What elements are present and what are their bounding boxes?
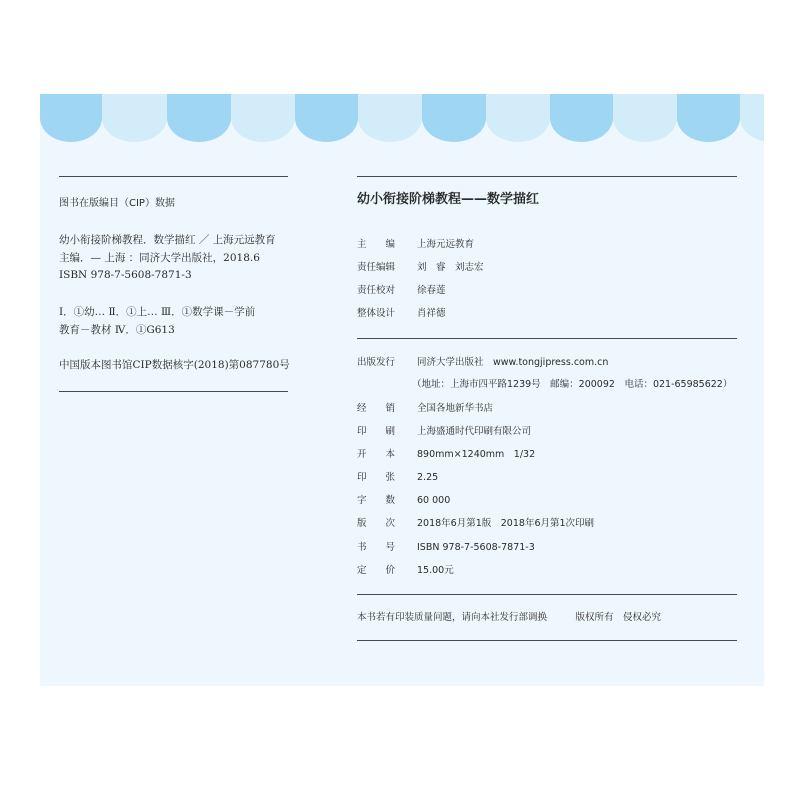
spec-value-edition: 2018年6月第1版 2018年6月第1次印刷 [417, 518, 595, 529]
scalloped-awning-decoration [40, 94, 764, 144]
cip-top-rule [59, 176, 288, 177]
credit-label-responsible-editor: 责任编辑 [357, 262, 396, 273]
spec-value-sheets: 2.25 [417, 472, 439, 483]
spec-label-word-count: 字 数 [357, 495, 396, 506]
spec-label-price: 定 价 [357, 565, 396, 576]
imprint-middle-rule [357, 338, 737, 339]
cip-class-line-2: 教育－教材 Ⅳ．①G613 [59, 324, 175, 336]
credit-value-designer: 肖祥德 [417, 308, 446, 319]
cip-class-line-1: Ⅰ．①幼… Ⅱ．①上… Ⅲ．①数学课－学前 [59, 306, 256, 318]
cip-isbn: ISBN 978-7-5608-7871-3 [59, 269, 192, 281]
spec-value-distributor: 全国各地新华书店 [417, 403, 494, 414]
credit-label-designer: 整体设计 [357, 308, 396, 319]
imprint-top-rule [357, 176, 737, 177]
spec-label-book-number: 书 号 [357, 542, 396, 553]
spec-value-printer: 上海盛通时代印刷有限公司 [417, 426, 532, 437]
spec-label-format: 开 本 [357, 449, 396, 460]
credit-value-editor: 上海元远教育 [417, 239, 475, 250]
book-title: 幼小衔接阶梯教程——数学描红 [357, 192, 540, 207]
credit-label-editor: 主 编 [357, 239, 396, 250]
quality-notice: 本书若有印装质量问题，请向本社发行部调换 版权所有 侵权必究 [357, 612, 662, 623]
publisher-address: （地址：上海市四平路1239号 邮编：200092 电话：021-65985622） [412, 379, 733, 390]
spec-label-distributor: 经 销 [357, 403, 396, 414]
publisher-value: 同济大学出版社 www.tongjipress.com.cn [417, 357, 609, 368]
spec-value-word-count: 60 000 [417, 495, 451, 506]
cip-heading: 图书在版编目（CIP）数据 [59, 198, 175, 209]
cip-line-1: 幼小衔接阶梯教程．数学描红 ／ 上海元远教育 [59, 234, 276, 246]
imprint-lower-rule [357, 594, 737, 595]
cip-approval-number: 中国版本图书馆CIP数据核字(2018)第087780号 [59, 359, 290, 371]
spec-label-printer: 印 刷 [357, 426, 396, 437]
publisher-label: 出版发行 [357, 357, 396, 368]
spec-value-price: 15.00元 [417, 565, 454, 576]
spec-value-book-number: ISBN 978-7-5608-7871-3 [417, 542, 535, 553]
credit-label-proofreader: 责任校对 [357, 285, 396, 296]
cip-line-2: 主编．— 上海 ：同济大学出版社，2018.6 [59, 252, 260, 264]
credit-value-responsible-editor: 刘 睿 刘志宏 [417, 262, 484, 273]
cip-bottom-rule [59, 391, 288, 392]
credit-value-proofreader: 徐春莲 [417, 285, 446, 296]
spec-value-format: 890mm×1240mm 1/32 [417, 449, 536, 460]
spec-label-sheets: 印 张 [357, 472, 396, 483]
copyright-page [40, 94, 764, 686]
spec-label-edition: 版 次 [357, 518, 396, 529]
imprint-bottom-rule [357, 640, 737, 641]
